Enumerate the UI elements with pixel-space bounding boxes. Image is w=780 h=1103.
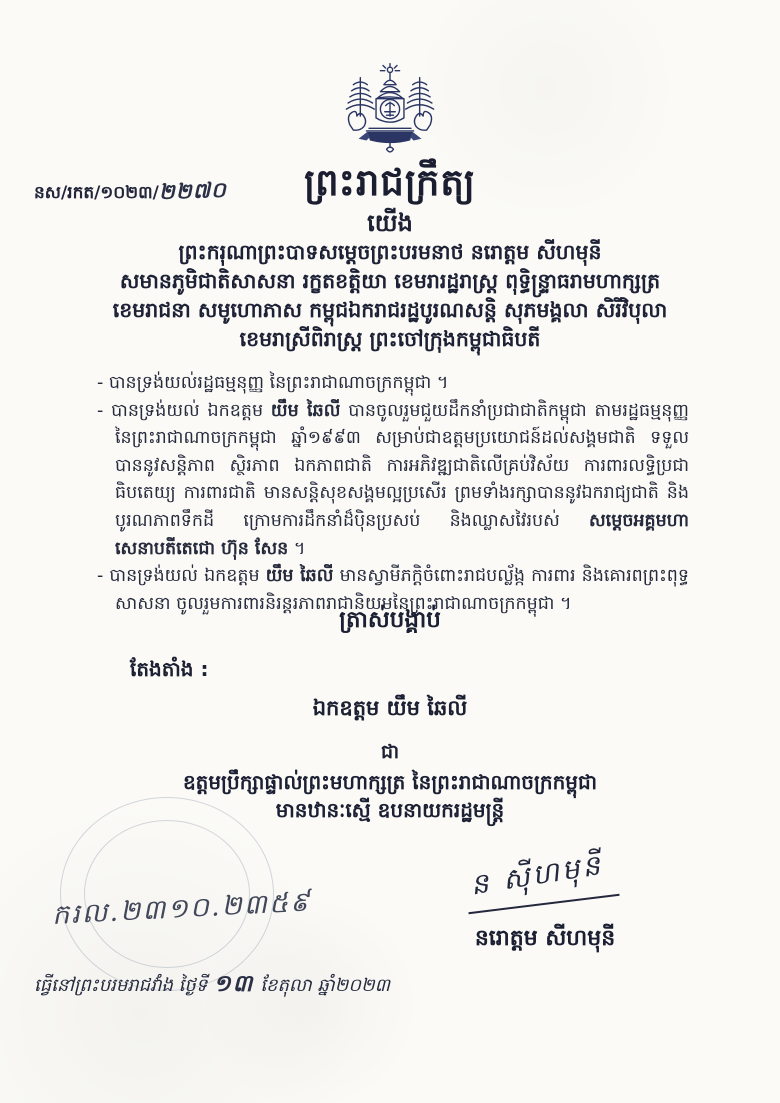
signatory-printed-name: នរោត្តម សីហមុនី (474, 926, 616, 951)
body-text: - បានទ្រង់យល់រដ្ឋធម្មនុញ្ញ នៃព្រះរាជាណាចក្រកម្ពុជា ។ (97, 373, 449, 393)
royal-title-line: សមានភូមិជាតិសាសនា រក្ខតខត្តិយា ខេមរារដ្ឋរាស្ត្រ ពុទ្ធិន្ទ្រាធរាមហាក្សត្រ (119, 269, 661, 293)
document-title: ព្រះរាជក្រឹត្យ (304, 161, 476, 204)
appointed-position-line1: ឧត្តមប្រឹក្សាផ្ទាល់ព្រះមហាក្សត្រ នៃព្រះរាជាណាចក្រកម្ពុជា (182, 770, 598, 794)
preamble-paragraph (97, 370, 689, 398)
body-text: ។ (288, 538, 306, 559)
emphasized-name: សម្តេចអគ្គមហាសេនាបតីតេជោ ហ៊ុន សែន (115, 510, 689, 559)
reference-prefix: នស/រកត/១០២៣/ (34, 183, 159, 203)
royal-title-line: ព្រះករុណាព្រះបាទសម្តេចព្រះបរមនាថ នរោត្តម សីហមុនី (178, 240, 602, 264)
appointment-label: តែងតាំង : (130, 657, 209, 681)
emphasized-name: យឹម ឆៃលី (265, 566, 334, 587)
preamble-block (97, 370, 689, 618)
conjunction-as: ជា (380, 741, 400, 763)
royal-title-line: ខេមរាជនា សមូហោភាស កម្ពុជឯករាជរដ្ឋបូរណសន្តិ សុភមង្គលា សិរីវិបុលា (112, 298, 668, 322)
body-text: មានស្វាមីភក្តិចំពោះរាជបល្ល័ង្ក ការពារ និងគោរពព្រះពុទ្ធសាសនា ចូលរួមការពារនិរន្តរភាពរាជានិយមនៃព្រះរាជាណាចក្រកម្ពុជា ។ (115, 566, 689, 614)
dateline-day-handwritten: ១៣ (213, 970, 255, 997)
dateline-prefix: ធ្វើនៅព្រះបរមរាជវាំង ថ្ងៃទី (34, 975, 208, 996)
emphasized-name: យឹម ឆៃលី (270, 400, 341, 421)
preamble-paragraph (97, 398, 689, 564)
king-signature-script: ន ស៊ីហមុនី (468, 847, 606, 902)
royal-title-line: ខេមរាស្រីពិរាស្ត្រ ព្រះចៅក្រុងកម្ពុជាធិបតី (239, 327, 541, 351)
body-text: - បានទ្រង់យល់ ឯកឧត្តម (97, 566, 266, 587)
royal-arms-of-cambodia-emblem (332, 62, 448, 158)
appointee-name: ឯកឧត្តម យឹម ឆៃលី (312, 696, 468, 720)
dateline (34, 970, 390, 1003)
body-text: បានចូលរួមជួយដឹកនាំប្រជាជាតិកម្ពុជា តាមរដ្ឋធម្មនុញ្ញ នៃព្រះរាជាណាចក្រកម្ពុជា ឆ្នាំ១៩៩៣ សម្រាប់ជាឧត្តមប្រយោជន៍ដល់សង្គមជាតិ ទទួលបាននូវសន្តិភាព ស្ថិរភាព ឯកភាពជាតិ ការអភិវឌ្ឍជាតិលើគ្រប់វិស័យ ការពារលទ្ធិប្រជាធិបតេយ្យ ការពារជាតិ មានសន្តិសុខសង្គមល្អប្រសើរ ព្រមទាំងរក្សាបាននូវឯករាជ្យជាតិ និងបូរណភាពទឹកដី ក្រោមការដឹកនាំដ៏ប៉ិនប្រសប់ និងឈ្លាសវៃរបស់ (115, 400, 689, 531)
order-heading: ត្រាស់បង្គាប់ (339, 607, 441, 633)
body-text: - បានទ្រង់យល់ ឯកឧត្តម (97, 400, 271, 421)
stamp-handwritten-note: ករល.២៣១០.២៣៥៩ (51, 886, 312, 932)
royal-title-block (0, 238, 780, 354)
reference-number-handwritten: ២២៧០ (158, 176, 228, 205)
document-subtitle: យើង (367, 209, 413, 237)
appointed-position-line2: មានឋានៈស្មើ ឧបនាយករដ្ឋមន្ត្រី (275, 798, 505, 822)
dateline-suffix: ខែតុលា ឆ្នាំ២០២៣ (260, 975, 390, 996)
